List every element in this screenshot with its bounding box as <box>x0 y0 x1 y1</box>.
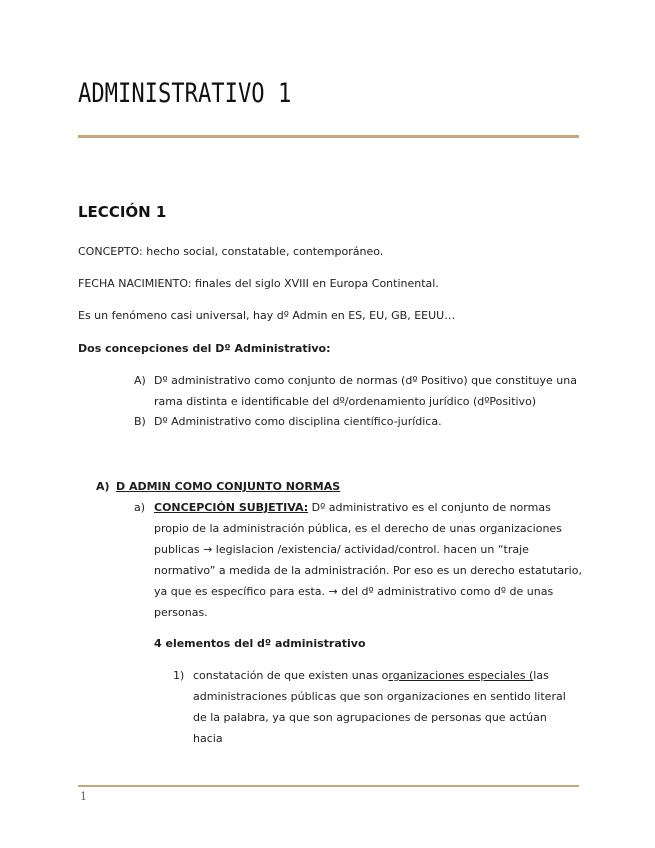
elemento-1-text: constatación de que existen unas o <box>193 669 389 682</box>
concepto-paragraph: CONCEPTO: hecho social, constatable, contemporáneo. <box>78 245 384 258</box>
list-marker: B) <box>134 415 146 428</box>
dos-concepciones-heading: Dos concepciones del Dº Administrativo: <box>78 342 331 355</box>
list-marker: A) <box>134 374 146 387</box>
organizaciones-especiales-text: rganizaciones especiales ( <box>388 669 534 682</box>
fenomeno-paragraph: Es un fenómeno casi universal, hay dº Admin en ES, EU, GB, EEUU… <box>78 309 456 322</box>
title-divider <box>78 135 579 138</box>
concepcion-subjetiva-label: CONCEPCIÓN SUBJETIVA: <box>154 501 309 514</box>
document-title: ADMINISTRATIVO 1 <box>78 78 292 109</box>
list-item: Dº administrativo como conjunto de normas (dº Positivo) que constituye una rama distinta e identificable del dº/ordenamiento jurídico (dºPositivo) <box>154 374 577 408</box>
elemento-1-continuation: las administraciones públicas que son organizaciones en sentido literal de la palabra, ya que son agrupaciones de personas que actúan hacia <box>193 669 566 745</box>
fecha-paragraph: FECHA NACIMIENTO: finales del siglo XVIII en Europa Continental. <box>78 277 439 290</box>
lesson-heading: LECCIÓN 1 <box>78 203 167 221</box>
list-item: Dº Administrativo como disciplina científico-jurídica. <box>154 415 442 428</box>
page-number: 1 <box>80 790 87 803</box>
footer-divider <box>78 785 579 787</box>
concepcion-subjetiva-paragraph <box>154 497 582 623</box>
subsection-marker: a) <box>134 501 146 514</box>
section-marker: A) <box>96 480 110 493</box>
elemento-marker: 1) <box>173 669 185 682</box>
concepcion-subjetiva-text: Dº administrativo es el conjunto de normas propio de la administración pública, es el derecho de unas organizaciones publicas → legislacion /existencia/ actividad/control. hacen un “traje normativo” a medida de la administración. Por eso es un derecho estatutario, ya que es específico para esta. → del dº administrativo como dº de unas personas. <box>154 501 582 619</box>
elementos-heading: 4 elementos del dº administrativo <box>154 637 366 650</box>
section-heading: D ADMIN COMO CONJUNTO NORMAS <box>116 480 341 493</box>
elemento-1-paragraph <box>193 665 579 749</box>
